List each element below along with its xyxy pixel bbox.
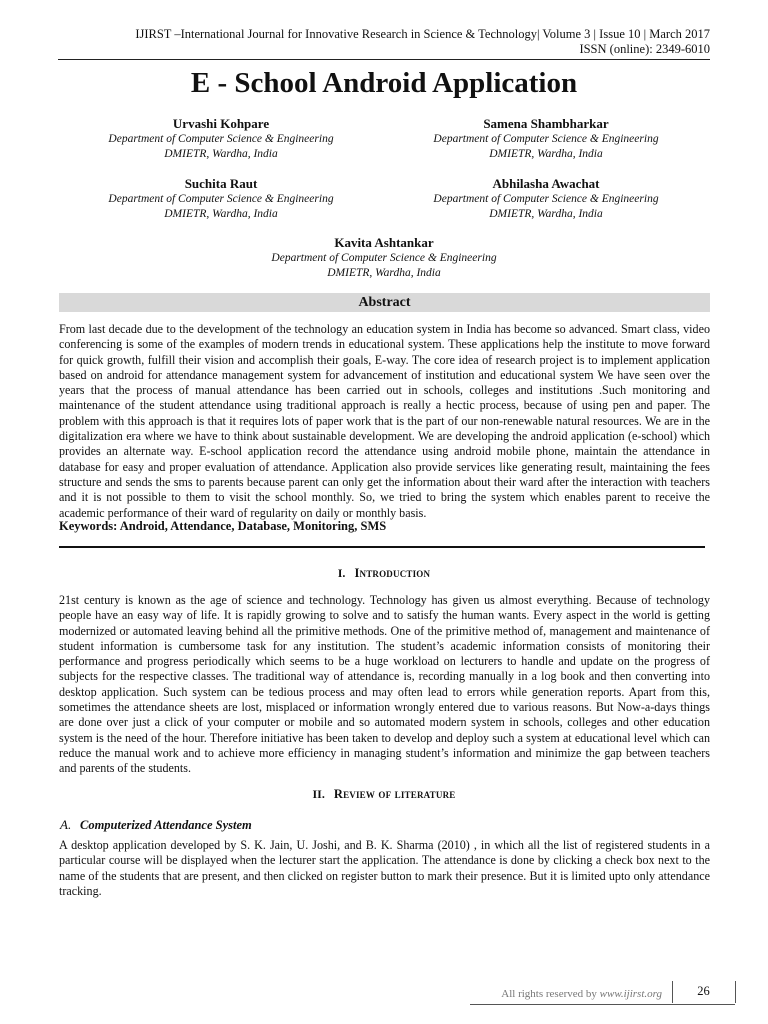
author-department: Department of Computer Science & Engineering <box>108 133 334 145</box>
section-title: Review of literature <box>333 787 456 801</box>
author-institution: DMIETR, Wardha, India <box>164 148 278 160</box>
author-institution: DMIETR, Wardha, India <box>489 208 603 220</box>
author-name: Kavita Ashtankar <box>334 235 434 250</box>
subsection-heading <box>60 817 252 833</box>
section-heading-review <box>0 787 768 802</box>
footer-rights-label: All rights reserved by <box>501 988 597 1000</box>
keywords: Keywords: Android, Attendance, Database, Monitoring, SMS <box>59 519 387 533</box>
abstract-divider <box>59 546 705 548</box>
header-divider <box>58 59 710 60</box>
abstract-text: From last decade due to the development of the technology an education system in India has become so advanced. Smart class, video conferencing is some of the examples of modern trends in educational system. These applications help the institute to move forward for quick growth, fulfill their vision and accomplish their goals, E-way. The core idea of research project is to implement application based on android for attendance management system for advancement of institution and educational system We have seen over the years that the process of manual attendance has been carried out in schools, colleges and institutions .Such monitoring and maintenance of the student attendance using traditional approach is really a hectic process, because of using pen and paper. The problem with this approach is that it requires lots of paper work that is the part of our non-renewable natural resources. We are in the digitalization era where we have to think about sustainable development. We are developing the android application (e-school) which provides an alternate way. E-school application record the attendance using android mobile phone, maintain the attendance in database for easy and proper evaluation of attendance. Application also provide services like generating result, maintaining the fees structure and sends the sms to parents because parent can only get the information about their ward after the interaction with teachers and it is not possible to them to visit the school monthly. So, we tried to bring the system which enables parent to receive the academic performance of their ward of regularity on daily or monthly basis. <box>59 322 710 520</box>
review-text: A desktop application developed by S. K. Jain, U. Joshi, and B. K. Sharma (2010) , in which all the list of registered students in a particular course will be displayed when the lecturer start the application. The attendance is done by clicking a check box next to the name of the students that are present, and then clicked on register button to mark their presence. But it is limited upto only attendance tracking. <box>59 838 710 898</box>
subsection-letter: A. <box>60 817 72 832</box>
author-name: Urvashi Kohpare <box>172 116 270 131</box>
journal-header <box>70 27 710 57</box>
section-heading-introduction <box>0 566 768 581</box>
author-name: Suchita Raut <box>184 176 258 191</box>
author-block <box>61 176 381 222</box>
author-block <box>386 116 706 162</box>
author-department: Department of Computer Science & Engineering <box>433 193 659 205</box>
page-number: 26 <box>697 984 710 998</box>
author-block <box>224 235 544 281</box>
paper-title: E - School Android Application <box>190 67 578 99</box>
author-name: Samena Shambharkar <box>483 116 609 131</box>
author-block <box>386 176 706 222</box>
footer-divider-right <box>735 981 736 1003</box>
abstract-heading: Abstract <box>59 293 710 312</box>
author-institution: DMIETR, Wardha, India <box>489 148 603 160</box>
author-institution: DMIETR, Wardha, India <box>327 267 441 279</box>
author-institution: DMIETR, Wardha, India <box>164 208 278 220</box>
author-department: Department of Computer Science & Engineering <box>108 193 334 205</box>
author-block <box>61 116 381 162</box>
journal-header-line1: IJIRST –International Journal for Innovative Research in Science & Technology| Volume 3 | Issue 10 | March 2017 <box>135 27 710 41</box>
section-title: Introduction <box>354 566 431 580</box>
section-number: II. <box>312 787 325 801</box>
author-department: Department of Computer Science & Engineering <box>271 252 497 264</box>
author-name: Abhilasha Awachat <box>492 176 600 191</box>
subsection-title: Computerized Attendance System <box>80 818 252 832</box>
section-number: I. <box>337 566 346 580</box>
footer-site-link[interactable]: www.ijirst.org <box>599 988 662 1000</box>
introduction-text: 21st century is known as the age of science and technology. Technology has given us almost everything. Because of technology people have an easy way of life. It is rapidly growing to solve and to satisfy the human wants. Every aspect in the world is getting modernized or automated leaving behind all the primitive methods. One of the primitive method of, management and maintenance of student information is cumbersome task for any institution. The student’s academic information consists of monitoring their performance and progress periodically which seems to be a huge workload on lecturers to handle and update on the progress of subjects for the respective classes. The traditional way of attendance is, recording manually in a log book and then converting into desktop application. Such system can be tedious process and may often lead to errors while generation reports. Apart from this, sometimes the attendance sheets are lost, misplaced or information wrongly entered due to various reasons. But Now-a-days things are done over just a click of your computer or mobile and so automated modern system in schools, colleges and other education system is the need of the hour. Therefore initiative has been taken to develop and deploy such a system at educational level which can reduce the manual work and to achieve more efficiency in managing student’s information and minimize the gap between teachers and parents of the students. <box>59 593 710 776</box>
footer-divider <box>470 1004 735 1005</box>
journal-header-issn: ISSN (online): 2349-6010 <box>579 42 710 56</box>
footer-rights <box>470 987 662 1001</box>
author-department: Department of Computer Science & Engineering <box>433 133 659 145</box>
